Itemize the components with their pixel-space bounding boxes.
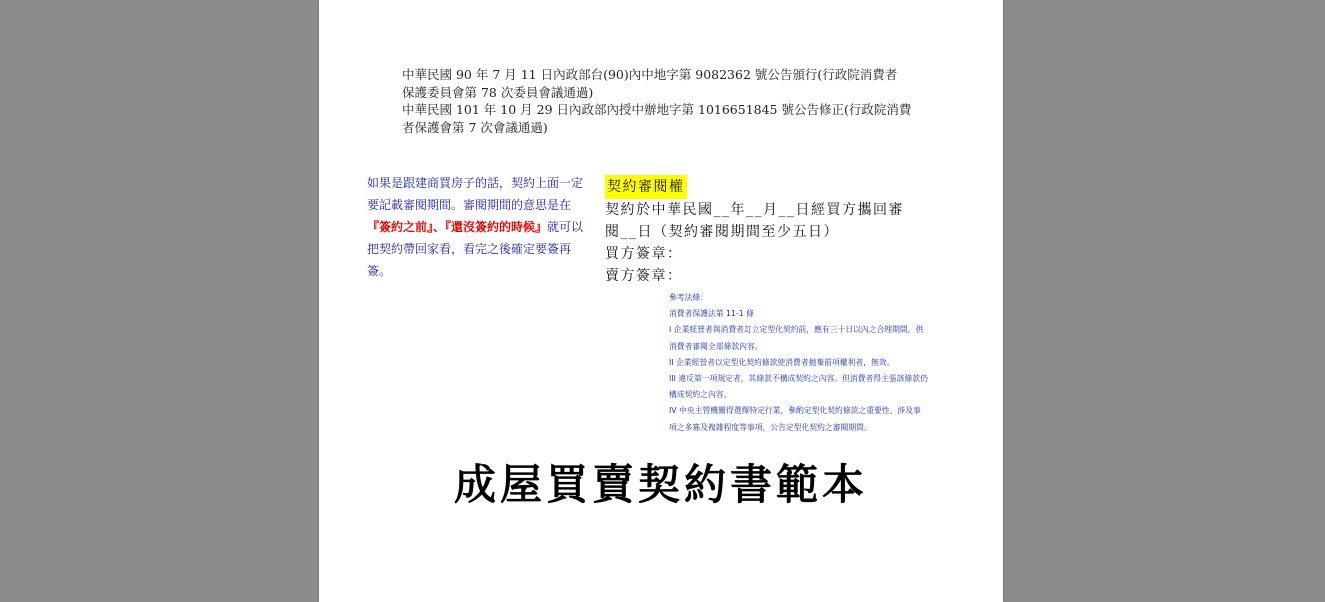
annotation-text: 就可以把契約帶回家看，看完之後確定要簽再簽。 xyxy=(367,220,584,278)
legal-reference-line: 項之多寡及複雜程度等事項，公告定型化契約之審閱期間。 xyxy=(669,422,872,432)
header-note-line: 中華民國 101 年 10 月 29 日內政部內授中辦地字第 1016651845 號公告修正(行政院消費 xyxy=(402,102,912,117)
legal-reference-line: III 違反第一項規定者，其條款不構成契約之內容。但消費者得主張該條款仍 xyxy=(669,374,928,384)
legal-reference xyxy=(669,290,974,436)
legal-reference-line: 構成契約之內容。 xyxy=(669,390,732,400)
review-clause xyxy=(605,175,935,287)
header-note-line: 中華民國 90 年 7 月 11 日內政部台(90)內中地字第 9082362 號公告頒行(行政院消費者 xyxy=(402,67,898,82)
header-notes xyxy=(402,66,930,136)
legal-reference-line: II 企業經營者以定型化契約條款使消費者拋棄前項權利者，無效。 xyxy=(669,357,895,367)
legal-reference-line: 參考法條： xyxy=(669,293,708,302)
header-note-line: 保護委員會第 78 次委員會議通過) xyxy=(402,84,594,100)
legal-reference-line: 消費者審閱全部條款內容。 xyxy=(669,341,763,351)
review-clause-line: 閱__日（契約審閱期間至少五日） xyxy=(605,224,839,240)
legal-reference-line: I 企業經營者與消費者訂立定型化契約前，應有三十日以內之合理期間，供 xyxy=(669,325,924,335)
review-clause-line: 契約於中華民國__年__月__日經買方攜回審 xyxy=(605,202,904,218)
annotation-highlight: 『簽約之前』、『還沒簽約的時候』 xyxy=(367,220,548,234)
annotation-text: 如果是跟建商買房子的話，契約上面一定要記載審閱期間。審閱期間的意思是在 xyxy=(367,176,584,212)
document-page xyxy=(319,0,1003,602)
review-clause-title: 契約審閱權 xyxy=(605,175,687,199)
annotation-note xyxy=(367,172,585,282)
buyer-signature-line: 買方簽章： xyxy=(605,246,683,262)
legal-reference-line: IV 中央主管機關得選擇特定行業，參酌定型化契約條款之重要性、涉及事 xyxy=(669,406,921,416)
seller-signature-line: 賣方簽章： xyxy=(605,268,683,284)
legal-reference-line: 消費者保護法第 11-1 條 xyxy=(669,309,755,319)
header-note-line: 者保護會第 7 次會議通過) xyxy=(402,119,548,135)
document-title: 成屋買賣契約書範本 xyxy=(453,460,868,509)
